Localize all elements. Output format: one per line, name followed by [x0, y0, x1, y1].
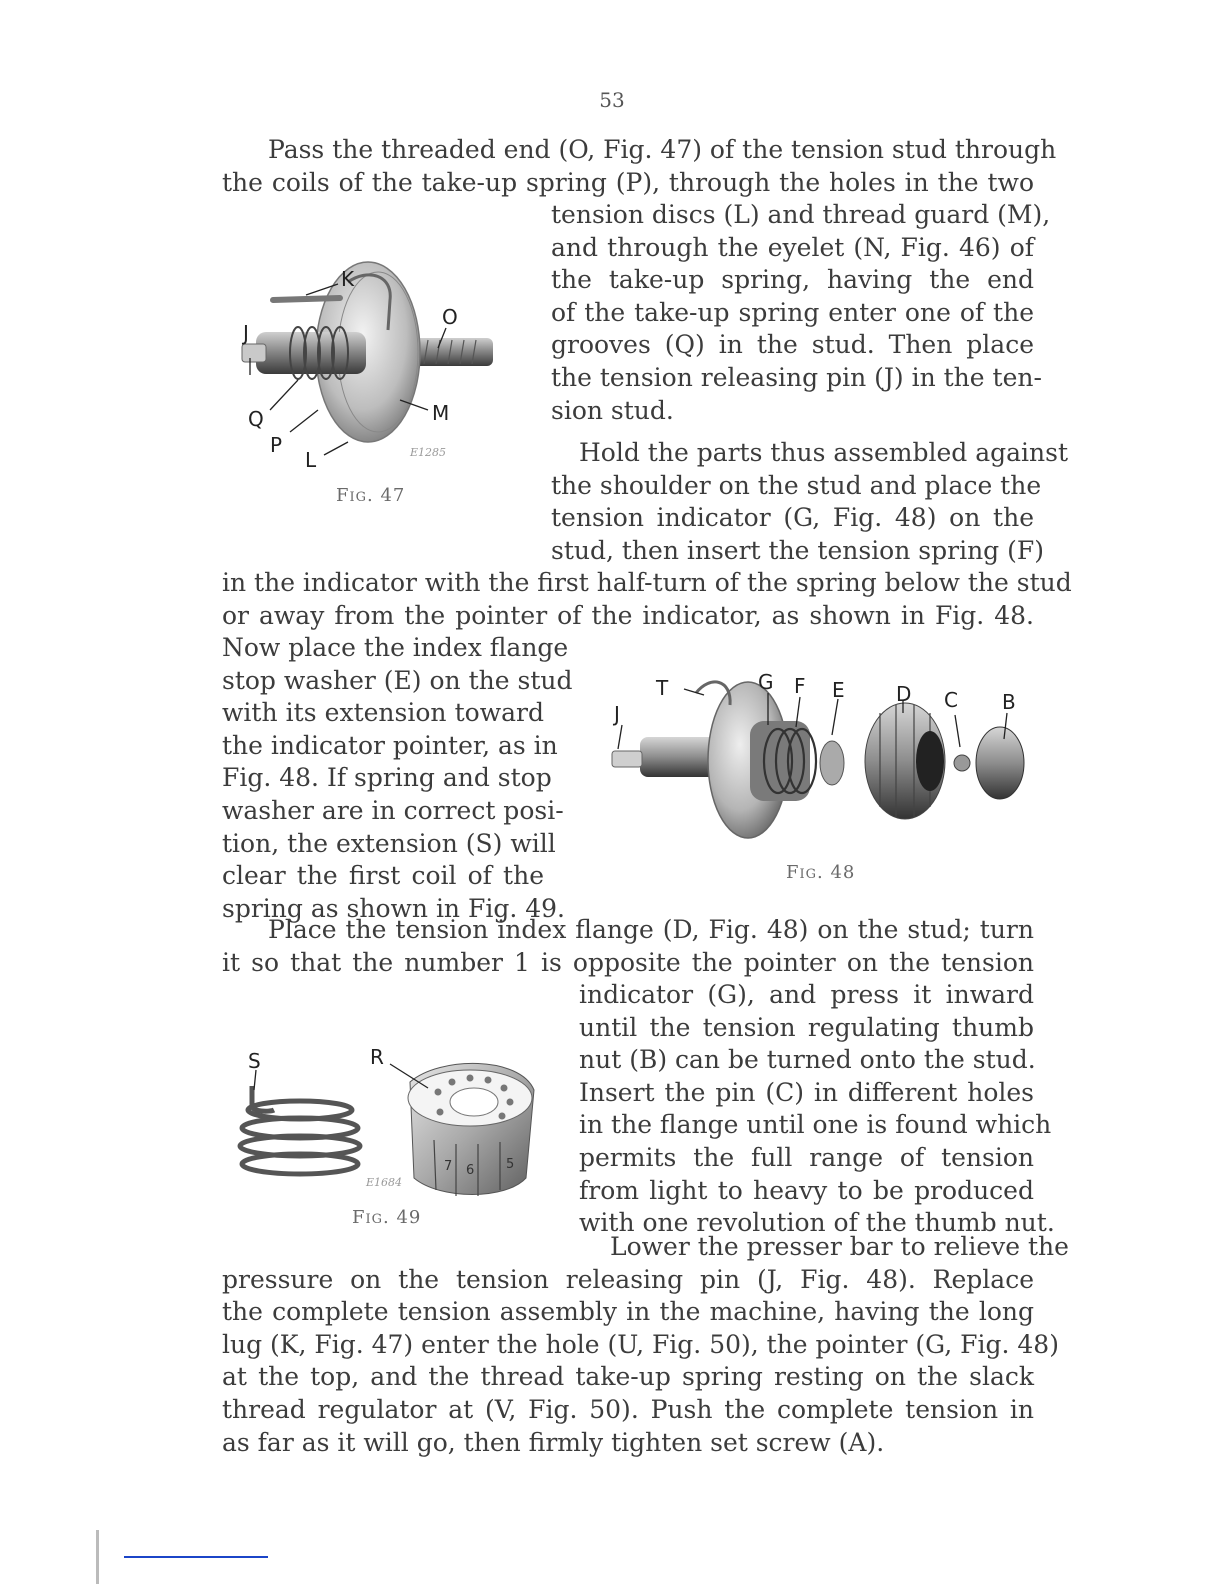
text-line: stud, then insert the tension spring (F) [551, 535, 1044, 565]
fig47-illustration [228, 260, 518, 475]
text-line: until the tension regulating thumb [579, 1012, 1034, 1042]
text-line: stop washer (E) on the stud [222, 665, 573, 695]
text-line: Insert the pin (C) in different holes [579, 1077, 1034, 1107]
text-line: Pass the threaded end (O, Fig. 47) of the tension stud through [268, 135, 1057, 164]
text-line: lug (K, Fig. 47) enter the hole (U, Fig. 50), the pointer (G, Fig. 48) [222, 1329, 1059, 1359]
fig47-label-o: O [442, 305, 458, 329]
text-line: Fig. 48. If spring and stop [222, 763, 552, 793]
fig48-label-f: F [794, 674, 806, 698]
text-line: thread regulator at (V, Fig. 50). Push the complete tension in [222, 1394, 1034, 1424]
paragraph-4 [222, 1231, 1069, 1459]
fig47-label-p: P [270, 433, 283, 457]
flange-number: 7 [444, 1159, 453, 1174]
footnote-rule [124, 1556, 268, 1558]
paragraph-3-wrap [579, 979, 1055, 1240]
text-line: of the take-up spring enter one of the [551, 297, 1034, 327]
figure-48 [600, 665, 1030, 855]
fig47-label-q: Q [248, 407, 264, 431]
fig49-caption: Fig. 49 [352, 1207, 422, 1228]
text-line: in the indicator with the first half-turn of the spring below the stud [222, 568, 1072, 597]
fig49-plate-number: E1684 [366, 1176, 403, 1189]
text-line: the tension releasing pin (J) in the ten- [551, 362, 1042, 392]
fig47-label-m: M [432, 401, 450, 425]
fig49-label-r: R [370, 1045, 384, 1069]
text-line: tion, the extension (S) will [222, 828, 556, 858]
fig47-plate-number: E1285 [410, 446, 447, 459]
text-line: Lower the presser bar to relieve the [610, 1232, 1069, 1261]
text-line: as far as it will go, then firmly tighten set screw (A). [222, 1427, 885, 1457]
text-line: with one revolution of the thumb nut. [579, 1208, 1055, 1238]
fig47-label-k: K [341, 267, 355, 291]
fig47-label-j: J [243, 321, 249, 345]
paragraph-2-narrow [222, 632, 573, 925]
fig48-caption: Fig. 48 [786, 862, 856, 883]
text-line: the complete tension assembly in the machine, having the long [222, 1297, 1034, 1327]
text-line: it so that the number 1 is opposite the pointer on the tension [222, 947, 1034, 977]
scan-edge-mark [96, 1530, 99, 1584]
flange-number: 5 [506, 1157, 515, 1172]
paragraph-1-wrap [551, 199, 1051, 427]
fig47-caption: Fig. 47 [336, 485, 406, 506]
text-line: at the top, and the thread take-up spring resting on the slack [222, 1362, 1034, 1392]
fig47-label-l: L [305, 448, 317, 472]
paragraph-2 [551, 437, 1068, 567]
fig49-illustration [230, 1040, 540, 1205]
fig48-label-e: E [832, 678, 845, 702]
text-line: with its extension toward [222, 698, 544, 728]
figure-47 [228, 260, 518, 475]
fig48-label-t: T [656, 676, 669, 700]
text-line: from light to heavy to be produced [579, 1175, 1034, 1205]
text-line: pressure on the tension releasing pin (J, Fig. 48). Replace [222, 1264, 1034, 1294]
text-line: Now place the index flange [222, 633, 569, 662]
page-number: 53 [599, 88, 625, 112]
fig48-label-b: B [1002, 690, 1016, 714]
text-line: grooves (Q) in the stud. Then place [551, 330, 1034, 360]
text-line: clear the first coil of the [222, 861, 544, 891]
text-line: the indicator pointer, as in [222, 730, 558, 760]
fig48-label-j: J [614, 702, 620, 726]
text-line: permits the full range of tension [579, 1142, 1034, 1172]
text-line: Hold the parts thus assembled against [579, 438, 1068, 467]
text-line: the take-up spring, having the end [551, 265, 1034, 295]
fig48-label-g: G [758, 670, 774, 694]
text-line: indicator (G), and press it inward [579, 980, 1034, 1009]
fig48-label-d: D [896, 682, 912, 706]
text-line: tension discs (L) and thread guard (M), [551, 200, 1051, 229]
text-line: and through the eyelet (N, Fig. 46) of [551, 232, 1034, 262]
text-line: the coils of the take-up spring (P), through the holes in the two [222, 167, 1034, 197]
fig49-label-s: S [248, 1049, 261, 1073]
text-line: sion stud. [551, 395, 674, 425]
fig48-label-c: C [944, 688, 958, 712]
paragraph-1 [222, 134, 1057, 199]
text-line: in the flange until one is found which [579, 1110, 1052, 1140]
text-line: Place the tension index flange (D, Fig. 48) on the stud; turn [268, 915, 1034, 944]
paragraph-2-full [222, 567, 1072, 632]
text-line: spring as shown in Fig. 49. [222, 893, 565, 923]
text-line: washer are in correct posi- [222, 795, 564, 825]
fig48-illustration [600, 665, 1030, 855]
text-line: tension indicator (G, Fig. 48) on the [551, 503, 1034, 533]
paragraph-3 [222, 914, 1034, 979]
text-line: nut (B) can be turned onto the stud. [579, 1045, 1036, 1075]
flange-number: 6 [466, 1163, 475, 1178]
figure-49 [230, 1040, 540, 1205]
text-line: the shoulder on the stud and place the [551, 470, 1042, 500]
text-line: or away from the pointer of the indicator, as shown in Fig. 48. [222, 600, 1034, 630]
